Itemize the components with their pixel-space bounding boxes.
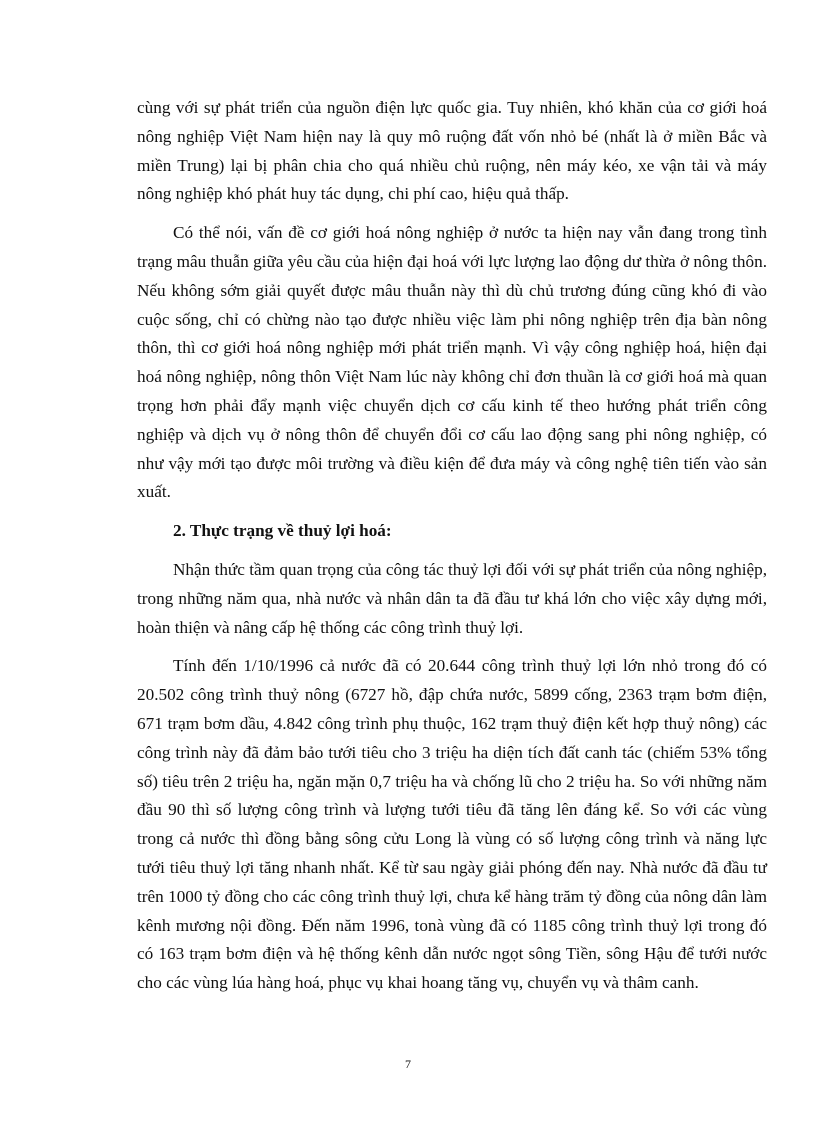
document-page: [137, 94, 767, 1008]
paragraph-irrigation-statistics: Tính đến 1/10/1996 cả nước đã có 20.644 công trình thuỷ lợi lớn nhỏ trong đó có 20.502 công trình thuỷ nông (6727 hồ, đập chứa nước, 5899 cống, 2363 trạm bơm điện, 671 trạm bơm dầu, 4.842 công trình phụ thuộc, 162 trạm thuỷ điện kết hợp thuỷ nông) các công trình này đã đảm bảo tưới tiêu cho 3 triệu ha diện tích đất canh tác (chiếm 53% tổng số) tiêu trên 2 triệu ha, ngăn mặn 0,7 triệu ha và chống lũ cho 2 triệu ha. So với những năm đầu 90 thì số lượng công trình và lượng tưới tiêu đã tăng lên đáng kể. So với các vùng trong cả nước thì đồng bằng sông cửu Long là vùng có số lượng công trình và năng lực tưới tiêu thuỷ lợi tăng nhanh nhất. Kể từ sau ngày giải phóng đến nay. Nhà nước đã đầu tư trên 1000 tỷ đồng cho các công trình thuỷ lợi, chưa kể hàng trăm tỷ đồng của nông dân làm kênh mương nội đồng. Đến năm 1996, tonà vùng đã có 1185 công trình thuỷ lợi trong đó có 163 trạm bơm điện và hệ thống kênh dẫn nước ngọt sông Tiền, sông Hậu để tưới nước cho các vùng lúa hàng hoá, phục vụ khai hoang tăng vụ, chuyển vụ và thâm canh.: [137, 656, 767, 993]
paragraph-continuation: cùng với sự phát triển của nguồn điện lực quốc gia. Tuy nhiên, khó khăn của cơ giới hoá nông nghiệp Việt Nam hiện nay là quy mô ruộng đất vốn nhỏ bé (nhất là ở miền Bắc và miền Trung) lại bị phân chia cho quá nhiều chủ ruộng, nên máy kéo, xe vận tải và máy nông nghiệp khó phát huy tác dụng, chi phí cao, hiệu quả thấp.: [137, 98, 767, 204]
page-number: 7: [405, 1057, 411, 1071]
paragraph-irrigation-awareness: Nhận thức tầm quan trọng của công tác thuỷ lợi đối với sự phát triển của nông nghiệp, trong những năm qua, nhà nước và nhân dân ta đã đầu tư khá lớn cho việc xây dựng mới, hoàn thiện và nâng cấp hệ thống các công trình thuỷ lợi.: [137, 559, 767, 637]
paragraph-mechanization-contradiction: Có thể nói, vấn đề cơ giới hoá nông nghiệp ở nước ta hiện nay vẫn đang trong tình trạng mâu thuẫn giữa yêu cầu của hiện đại hoá với lực lượng lao động dư thừa ở nông thôn. Nếu không sớm giải quyết được mâu thuẫn này thì dù chủ trương đúng cũng khó đi vào cuộc sống, chỉ có chừng nào tạo được nhiều việc làm phi nông nghiệp trên địa bàn nông thôn, thì cơ giới hoá nông nghiệp mới phát triển mạnh. Vì vậy công nghiệp hoá, hiện đại hoá nông nghiệp, nông thôn Việt Nam lúc này không chỉ đơn thuần là cơ giới hoá mà quan trọng hơn phải đẩy mạnh việc chuyển dịch cơ cấu kinh tế theo hướng phát triển công nghiệp và dịch vụ ở nông thôn để chuyển đổi cơ cấu lao động sang phi nông nghiệp, có như vậy mới tạo được môi trường và điều kiện để đưa máy và công nghệ tiên tiến vào sản xuất.: [137, 223, 767, 502]
section-heading: 2. Thực trạng về thuỷ lợi hoá:: [173, 521, 392, 541]
